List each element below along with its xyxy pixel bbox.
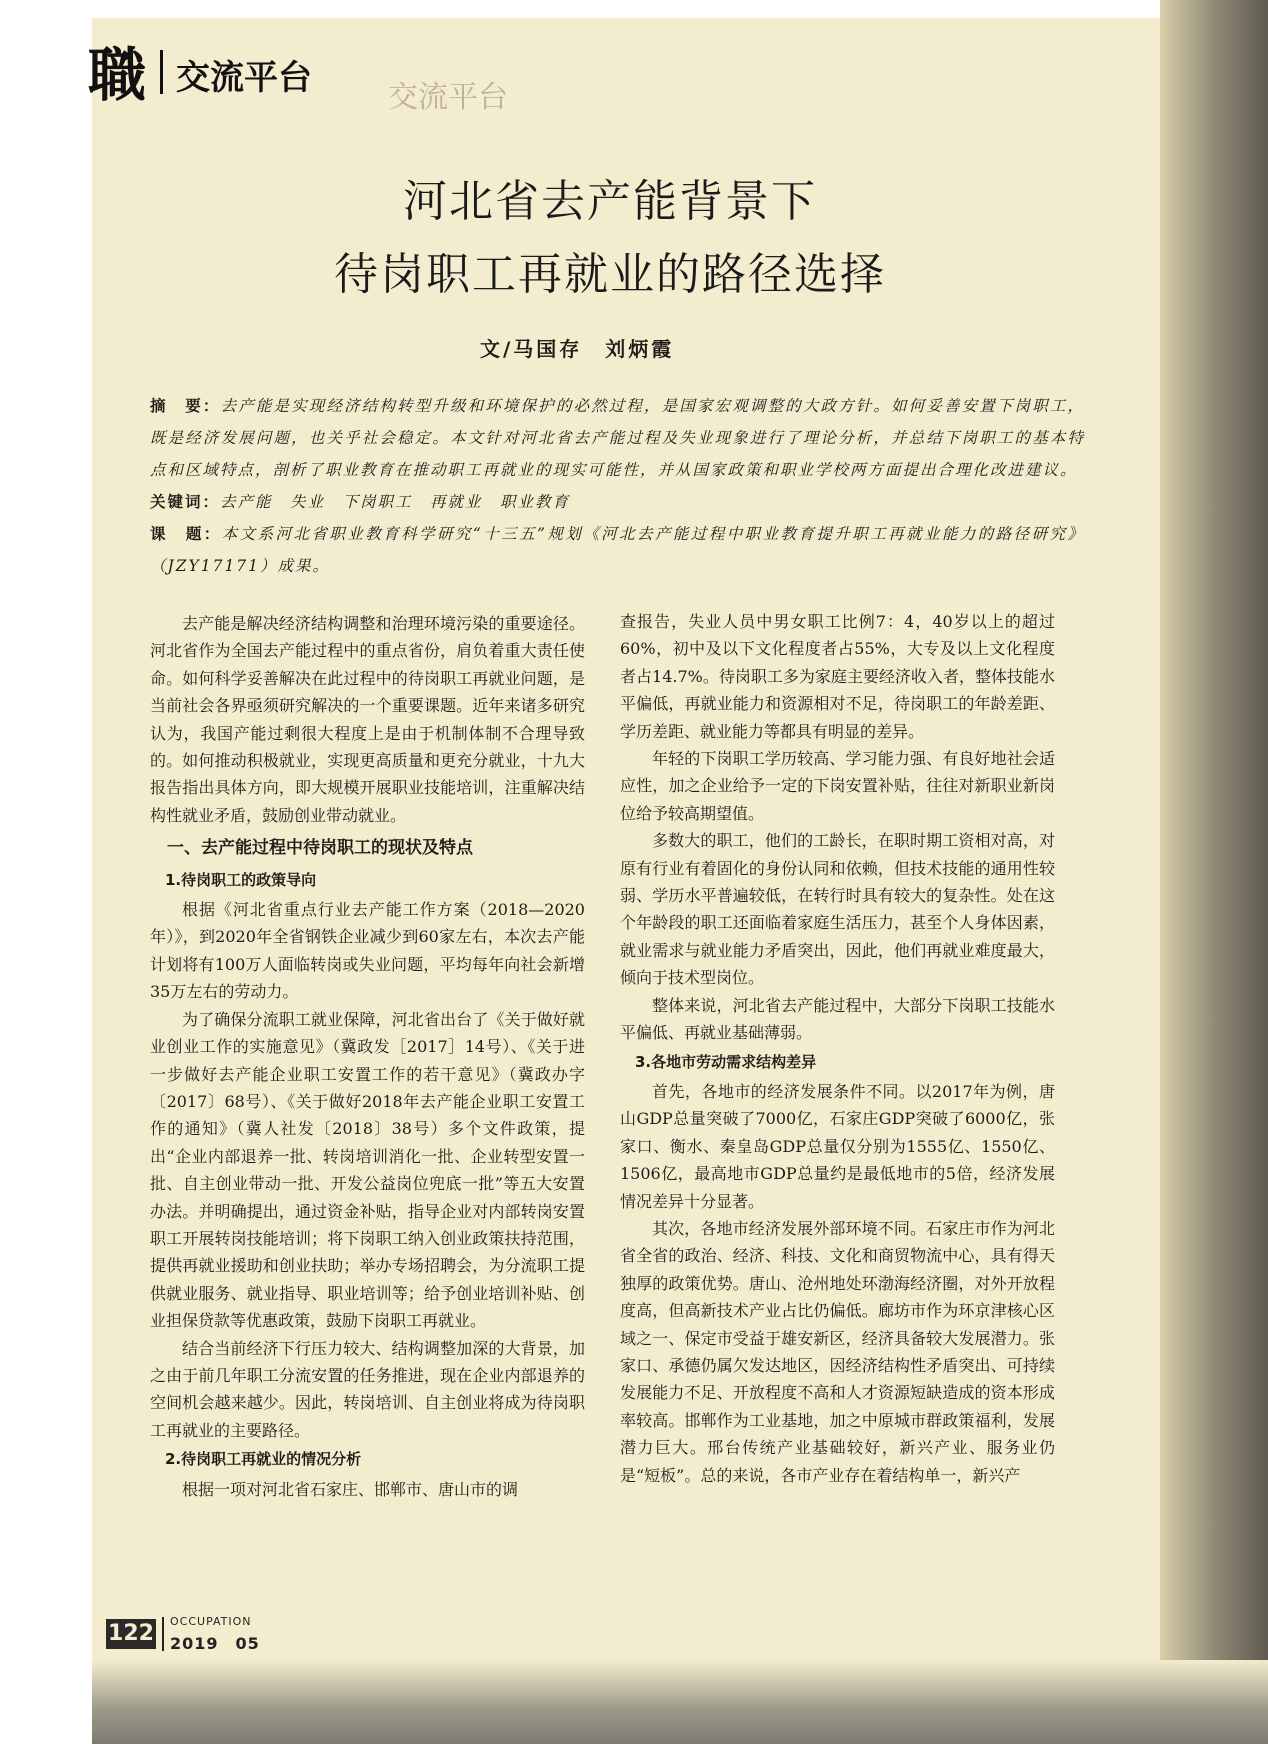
- paragraph: 整体来说，河北省去产能过程中，大部分下岗职工技能水平偏低、再就业基础薄弱。: [620, 995, 1055, 1043]
- abstract-label: 摘 要：: [150, 396, 221, 415]
- page-footer: [106, 1615, 406, 1665]
- journal-name: OCCUPATION: [170, 1615, 252, 1628]
- page-header: [88, 28, 688, 115]
- section-name-ghost: 交流平台: [388, 80, 508, 115]
- abstract-block: [150, 390, 1085, 582]
- project-text: 本文系河北省职业教育科学研究“十三五”规划《河北去产能过程中职业教育提升职工再就业能力的路径研究》（JZY17171）成果。: [150, 525, 1085, 575]
- paragraph: 查报告，失业人员中男女职工比例7：4，40岁以上的超过60%，初中及以下文化程度者占55%，大专及以上文化程度者占14.7%。待岗职工多为家庭主要经济收入者，整体技能水平偏低，再就业能力和资源相对不足，待岗职工的年龄差距、学历差距、就业能力等都具有明显的差异。: [620, 612, 1055, 741]
- paragraph: 年轻的下岗职工学历较高、学习能力强、有良好地社会适应性，加之企业给予一定的下岗安置补贴，往往对新职业新岗位给予较高期望值。: [620, 749, 1055, 823]
- paragraph: 根据《河北省重点行业去产能工作方案（2018—2020年）》，到2020年全省钢铁企业减少到60家左右，本次去产能计划将有100万人面临转岗或失业问题，平均每年向社会新增35万左右的劳动力。: [150, 900, 585, 1002]
- paragraph: 其次，各地市经济发展外部环境不同。石家庄市作为河北省全省的政治、经济、科技、文化和商贸物流中心，具有得天独厚的政策优势。唐山、沧州地处环渤海经济圈，对外开放程度高，但高新技术产业占比仍偏低。廊坊市作为环京津核心区域之一、保定市受益于雄安新区，经济具备较大发展潜力。张家口、承德仍属欠发达地区，因经济结构性矛盾突出、可持续发展能力不足、开放程度不高和人才资源短缺造成的资本形成率较高。邯郸作为工业基地，加之中原城市群政策福利，发展潜力巨大。邢台传统产业基础较好，新兴产业、服务业仍是“短板”。总的来说，各市产业存在着结构单一，新兴产: [620, 1218, 1055, 1485]
- subheading-2: 2.待岗职工再就业的情况分析: [165, 1450, 362, 1469]
- article-authors: 文/马国存 刘炳霞: [480, 337, 675, 361]
- paragraph: 为了确保分流职工就业保障，河北省出台了《关于做好就业创业工作的实施意见》（冀政发［2017］14号）、《关于进一步做好去产能企业职工安置工作的若干意见》（冀政办字〔2017〕68号）、《关于做好2018年去产能企业职工安置工作的通知》（冀人社发〔2018〕38号）多个文件政策，提出“企业内部退养一批、转岗培训消化一批、企业转型安置一批、自主创业带动一批、开发公益岗位兜底一批”等五大安置办法。并明确提出，通过资金补贴，指导企业对内部转岗安置职工开展转岗技能培训；将下岗职工纳入创业政策扶持范围，提供再就业援助和创业扶助；举办专场招聘会，为分流职工提供就业服务、就业指导、职业培训等；给予创业培训补贴、创业担保贷款等优惠政策，鼓励下岗职工再就业。: [150, 1009, 585, 1331]
- keywords-label: 关键词：: [150, 492, 221, 511]
- subheading-1: 1.待岗职工的政策导向: [165, 870, 317, 889]
- bottom-edge-shadow: [92, 1660, 1268, 1744]
- paragraph: 根据一项对河北省石家庄、邯郸市、唐山市的调: [182, 1479, 519, 1499]
- right-column: [620, 608, 1055, 1489]
- spine-shadow: [1160, 0, 1268, 1744]
- paragraph: 多数大的职工，他们的工龄长，在职时期工资相对高，对原有行业有着固化的身份认同和依赖，但技术技能的通用性较弱、学历水平普遍较低，在转行时具有较大的复杂性。处在这个年龄段的职工还面临着家庭生活压力，甚至个人身体因素，就业需求与就业能力矛盾突出，因此，他们再就业难度最大，倾向于技术型岗位。: [620, 831, 1055, 988]
- paragraph: 首先，各地市的经济发展条件不同。以2017年为例，唐山GDP总量突破了7000亿，石家庄GDP突破了6000亿，张家口、衡水、秦皇岛GDP总量仅分别为1555亿、1550亿、1506亿，最高地市GDP总量约是最低地市的5倍，经济发展情况差异十分显著。: [620, 1081, 1055, 1211]
- journal-logo: 職: [88, 41, 147, 109]
- page-number: 122: [106, 1619, 156, 1649]
- abstract: [150, 390, 1085, 486]
- paragraph: 结合当前经济下行压力较大、结构调整加深的大背景，加之由于前几年职工分流安置的任务推进，现在企业内部退养的空间机会越来越少。因此，转岗培训、自主创业将成为待岗职工再就业的主要路径。: [150, 1338, 585, 1440]
- intro-paragraph: 去产能是解决经济结构调整和治理环境污染的重要途径。河北省作为全国去产能过程中的重点省份，肩负着重大责任使命。如何科学妥善解决在此过程中的待岗职工再就业问题，是当前社会各界亟须研究解决的一个重要课题。近年来诸多研究认为，我国产能过剩很大程度上是由于机制体制不合理导致的。如何推动积极就业，实现更高质量和更充分就业，十九大报告指出具体方向，即大规模开展职业技能培训，注重解决结构性就业矛盾，鼓励创业带动就业。: [150, 614, 585, 825]
- project-note: [150, 518, 1085, 582]
- project-label: 课 题：: [150, 524, 222, 543]
- article-title-line-2: 待岗职工再就业的路径选择: [334, 249, 886, 300]
- keywords-text: 去产能 失业 下岗职工 再就业 职业教育: [220, 493, 571, 511]
- section-name: 交流平台: [176, 58, 312, 98]
- issue-number: 2019 05: [170, 1634, 260, 1653]
- section-heading-1: 一、去产能过程中待岗职工的现状及特点: [167, 838, 473, 859]
- subheading-3: 3.各地市劳动需求结构差异: [635, 1052, 817, 1071]
- left-column: [150, 610, 585, 1503]
- abstract-text: 去产能是实现经济结构转型升级和环境保护的必然过程，是国家宏观调整的大政方针。如何妥善安置下岗职工，既是经济发展问题，也关乎社会稳定。本文针对河北省去产能过程及失业现象进行了理论分析，并总结下岗职工的基本特点和区域特点，剖析了职业教育在推动职工再就业的现实可能性，并从国家政策和职业学校两方面提出合理化改进建议。: [150, 397, 1085, 479]
- keywords: [150, 486, 1085, 518]
- header-divider: [160, 50, 163, 94]
- footer-divider: [162, 1617, 164, 1651]
- article-title-line-1: 河北省去产能背景下: [403, 176, 817, 227]
